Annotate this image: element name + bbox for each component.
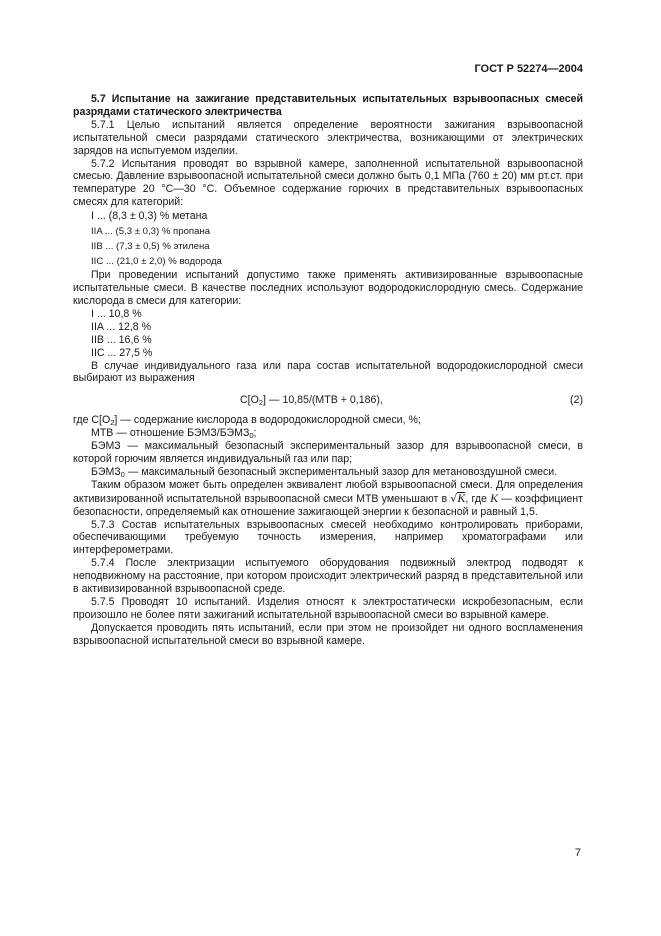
fuel-item: IIA ... (5,3 ± 0,3) % пропана [91,226,211,238]
formula-expression: $C[O_2]$ — 10,85/(МТВ + 0,186), [240,394,383,408]
fuel-item: IIB ... (7,3 ± 0,5) % этилена [91,241,210,253]
definition-bemz0: $БЭМЗ_0$ — максимальный безопасный экспериментальный зазор для метановоздушной смеси. [91,465,558,479]
document-body [73,93,583,648]
definition-oxygen: где $C[O_2]$ — содержание кислорода в водородокислородной смеси, %; [73,414,421,428]
paragraph-5-7-2: 5.7.2 Испытания проводят во взрывной камере, заполненной испытательной взрывоопасной смесью. Давление взрывоопасной испытательной смеси должно быть 0,1 МПа (760 ± 20) мм рт.ст. при температуре 20 °С—30 °С. Объемное содержание горючих в представительных взрывоопасных смесях для категорий: [73,157,583,209]
paragraph-5-7-3: 5.7.3 Состав испытательных взрывоопасных смесей необходимо контролировать приборами, обеспечивающими требуемую точность измерения, например хроматографами или интерферометрами. [73,518,583,557]
paragraph-equivalent: Таким образом может быть определен эквивалент любой взрывоопасной смеси. Для определения активизированной испытательной взрывоопасной смеси МТВ уменьшают в √K, где K — коэффициент безопасности, определяемый как отношение зажигающей энергии к безопасной и равный 1,5. [73,478,584,518]
sqrt-symbol: √ [450,491,458,505]
oxygen-item: IIA ... 12,8 % [91,320,152,333]
paragraph-activated: При проведении испытаний допустимо также применять активизированные взрывоопасные испытательные смеси. В качестве последних используют водородокислородную смесь. Содержание кислорода в смеси для категории: [73,269,583,307]
section-title: 5.7 Испытание на зажигание представительных испытательных взрывоопасных смесей разрядами статического электричества [73,93,583,118]
paragraph-single-gas: В случае индивидуального газа или пара состав испытательной водородокислородной смеси выбирают из выражения [73,359,583,385]
paragraph-5-7-1: 5.7.1 Целью испытаний является определение вероятности зажигания взрывоопасной испытательной смеси разрядами статического электричества, возникающими от электрических зарядов на испытуемом изделии. [73,118,583,157]
paragraph-5-7-4: 5.7.4 После электризации испытуемого оборудования подвижный электрод подводят к неподвижному на расстояние, при котором происходит электрический разряд в представительной или в активизированной взрывоопасной среде. [73,557,583,596]
oxygen-item: IIC ... 27,5 % [91,346,153,359]
formula-number: (2) [570,394,583,407]
definition-mtb: МТВ — отношение БЭМЗ/$БЭМЗ_0$; [91,427,257,441]
oxygen-item: IIB ... 16,6 % [91,333,152,346]
page-number: 7 [574,847,581,859]
fuel-item: IIC ... (21,0 ± 2,0) % водорода [91,256,222,268]
paragraph-5-7-5: 5.7.5 Проводят 10 испытаний. Изделия относят к электростатически искробезопасным, если произошло не более пяти зажиганий испытательной взрывоопасной смеси во взрывной камере. [73,596,583,621]
fuel-item: I ... (8,3 ± 0,3) % метана [91,210,208,223]
formula-2 [73,388,583,412]
oxygen-item: I ... 10,8 % [91,307,142,320]
paragraph-allowed: Допускается проводить пять испытаний, если при этом не произойдет ни одного воспламенения взрывоопасной испытательной смеси во взрывной камере. [73,621,583,647]
definition-bemz: БЭМЗ — максимальный безопасный экспериментальный зазор для взрывоопасной смеси, в которой горючим является индивидуальный газ или пар; [73,440,583,466]
document-id: ГОСТ Р 52274—2004 [474,63,583,75]
